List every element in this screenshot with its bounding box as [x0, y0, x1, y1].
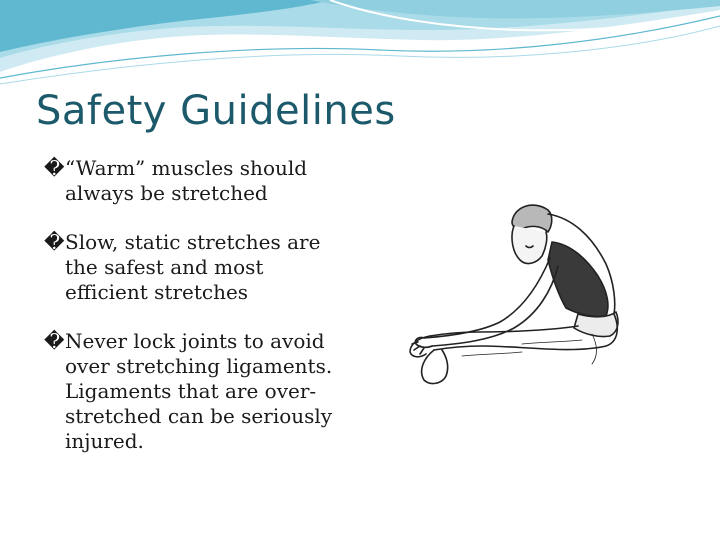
header-wave-decoration	[0, 0, 720, 90]
slide-title: Safety Guidelines	[36, 88, 396, 134]
bullet-text: Slow, static stretches are the safest and most efficient stretches	[65, 230, 321, 304]
bullet-item	[44, 230, 344, 305]
bullet-text: “Warm” muscles should always be stretched	[65, 156, 308, 205]
bullet-marker-icon: �	[44, 230, 65, 254]
seated-forward-stretch-illustration	[402, 196, 624, 396]
bullet-item	[44, 329, 344, 454]
bullet-list	[44, 156, 344, 478]
bullet-item	[44, 156, 344, 206]
bullet-marker-icon: �	[44, 156, 65, 180]
bullet-marker-icon: �	[44, 329, 65, 353]
bullet-text: Never lock joints to avoid over stretching ligaments. Ligaments that are over-stretched can be seriously injured.	[65, 329, 333, 453]
